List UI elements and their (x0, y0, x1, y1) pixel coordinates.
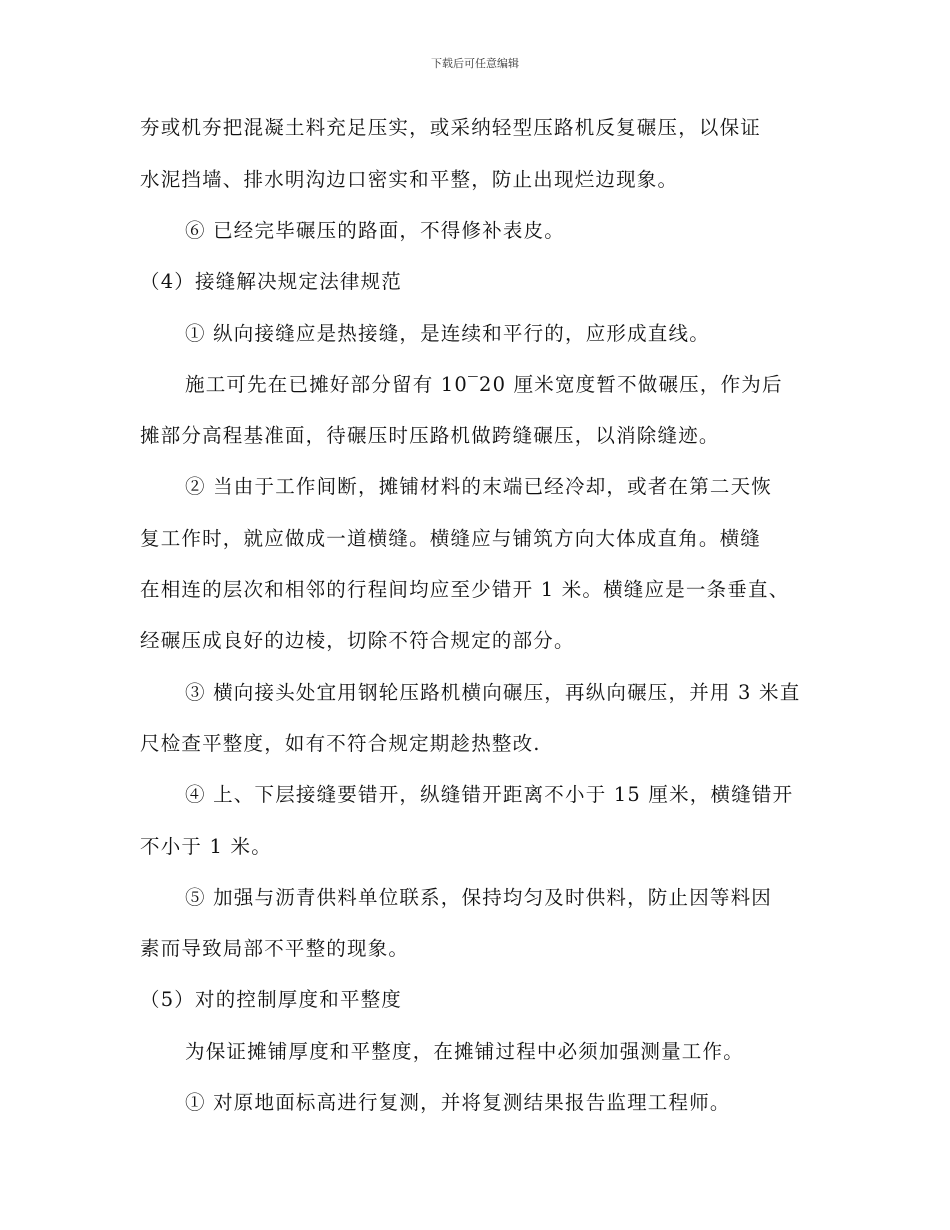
paragraph-line: 为保证摊铺厚度和平整度，在摊铺过程中必须加强测量工作。 (185, 1040, 744, 1063)
paragraph-line: 不小于 1 米。 (140, 835, 272, 858)
paragraph-line: ④ 上、下层接缝要错开，纵缝错开距离不小于 15 厘米，横缝错开 (185, 783, 794, 806)
paragraph-line: ① 纵向接缝应是热接缝，是连续和平行的，应形成直线。 (185, 322, 710, 345)
paragraph-line: 尺检查平整度，如有不符合规定期趁热整改. (140, 732, 541, 755)
section-heading: （5）对的控制厚度和平整度 (140, 988, 403, 1011)
paragraph-line: 施工可先在已摊好部分留有 10‾20 厘米宽度暂不做碾压，作为后 (185, 373, 783, 396)
paragraph-line: 摊部分高程基准面，待碾压时压路机做跨缝碾压，以消除缝迹。 (140, 424, 720, 447)
paragraph-line: 夯或机夯把混凝土料充足压实，或采纳轻型压路机反复碾压，以保证 (140, 116, 762, 139)
paragraph-line: ① 对原地面标高进行复测，并将复测结果报告监理工程师。 (185, 1091, 731, 1114)
paragraph-line: 复工作时，就应做成一道横缝。横缝应与铺筑方向大体成直角。横缝 (140, 527, 762, 550)
page-header: 下载后可任意编辑 (431, 57, 519, 70)
paragraph-line: 在相连的层次和相邻的行程间均应至少错开 1 米。横缝应是一条垂直、 (140, 578, 790, 601)
paragraph-line: ⑥ 已经完毕碾压的路面，不得修补表皮。 (185, 219, 565, 242)
section-heading: （4）接缝解决规定法律规范 (140, 270, 403, 293)
paragraph-line: 经碾压成良好的边棱，切除不符合规定的部分。 (140, 629, 575, 652)
paragraph-line: 素而导致局部不平整的现象。 (140, 937, 410, 960)
paragraph-line: ③ 横向接头处宜用钢轮压路机横向碾压，再纵向碾压，并用 3 米直 (185, 681, 801, 704)
paragraph-line: ② 当由于工作间断，摊铺材料的末端已经冷却，或者在第二天恢 (185, 475, 772, 498)
paragraph-line: ⑤ 加强与沥青供料单位联系，保持均匀及时供料，防止因等料因 (185, 886, 772, 909)
paragraph-line: 水泥挡墙、排水明沟边口密实和平整，防止出现烂边现象。 (140, 168, 679, 191)
